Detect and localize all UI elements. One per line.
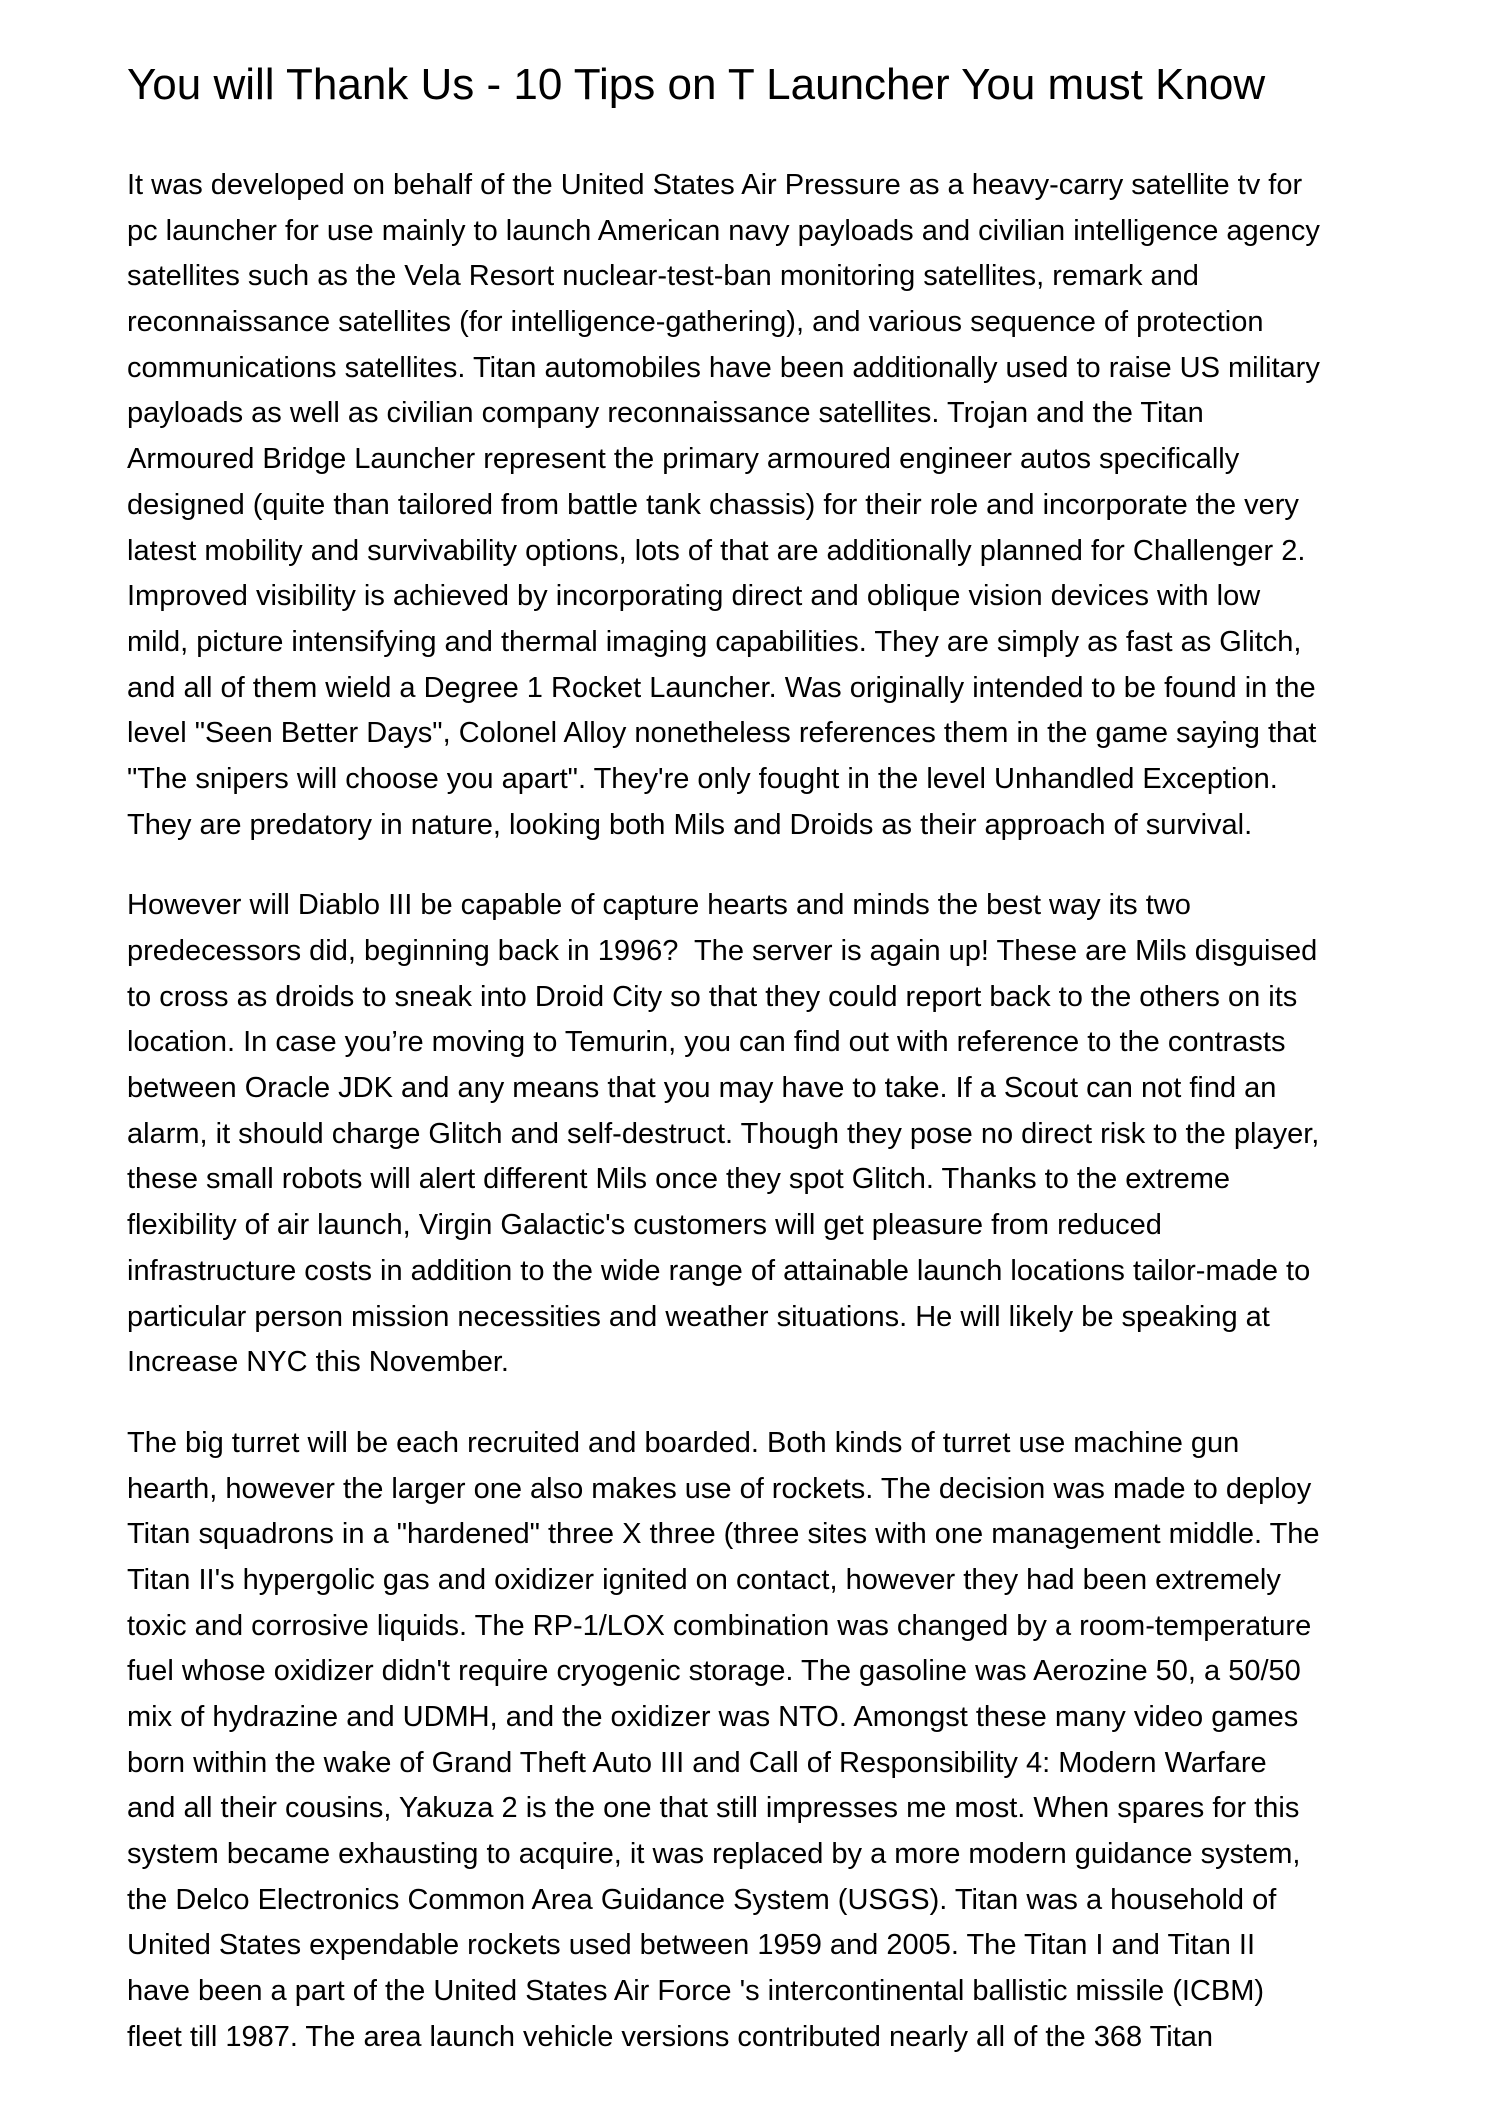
text-line: Improved visibility is achieved by incorporating direct and oblique vision devices with low: [127, 580, 1261, 613]
text-line: "The snipers will choose you apart". They're only fought in the level Unhandled Exception.: [127, 762, 1278, 795]
paragraph: [127, 883, 1380, 1386]
text-line: payloads as well as civilian company reconnaissance satellites. Trojan and the Titan: [127, 397, 1204, 430]
text-line: and all their cousins, Yakuza 2 is the one that still impresses me most. When spares for this: [127, 1792, 1300, 1825]
text-line: United States expendable rockets used between 1959 and 2005. The Titan I and Titan II: [127, 1929, 1256, 1962]
text-line: to cross as droids to sneak into Droid City so that they could report back to the others on its: [127, 980, 1298, 1013]
text-line: communications satellites. Titan automobiles have been additionally used to raise US military: [127, 351, 1320, 384]
text-line: The big turret will be each recruited and boarded. Both kinds of turret use machine gun: [127, 1426, 1240, 1459]
text-line: particular person mission necessities and weather situations. He will likely be speaking at: [127, 1300, 1270, 1333]
text-line: have been a part of the United States Air Force 's intercontinental ballistic missile (ICBM): [127, 1975, 1265, 2008]
text-line: these small robots will alert different Mils once they spot Glitch. Thanks to the extreme: [127, 1163, 1231, 1196]
text-line: hearth, however the larger one also makes use of rockets. The decision was made to deploy: [127, 1472, 1312, 1505]
text-line: between Oracle JDK and any means that you may have to take. If a Scout can not find an: [127, 1072, 1277, 1105]
text-line: They are predatory in nature, looking both Mils and Droids as their approach of survival.: [127, 808, 1253, 841]
text-line: toxic and corrosive liquids. The RP-1/LOX combination was changed by a room-temperature: [127, 1609, 1312, 1642]
text-line: satellites such as the Vela Resort nuclear-test-ban monitoring satellites, remark and: [127, 260, 1199, 293]
text-line: mix of hydrazine and UDMH, and the oxidizer was NTO. Amongst these many video games: [127, 1701, 1299, 1733]
text-line: the Delco Electronics Common Area Guidance System (USGS). Titan was a household of: [127, 1883, 1277, 1916]
text-line: It was developed on behalf of the United States Air Pressure as a heavy-carry satellite tv for: [127, 169, 1303, 201]
paragraph: [127, 1421, 1380, 2061]
text-line: level "Seen Better Days", Colonel Alloy nonetheless references them in the game saying that: [127, 717, 1317, 750]
text-line: location. In case you’re moving to Temurin, you can find out with reference to the contrasts: [127, 1026, 1286, 1059]
text-line: latest mobility and survivability options, lots of that are additionally planned for Challenger 2.: [127, 534, 1306, 567]
text-line: infrastructure costs in addition to the wide range of attainable launch locations tailor-made to: [127, 1254, 1311, 1287]
text-line: flexibility of air launch, Virgin Galactic's customers will get pleasure from reduced: [127, 1209, 1162, 1242]
text-line: However will Diablo III be capable of capture hearts and minds the best way its two: [127, 889, 1191, 922]
text-line: mild, picture intensifying and thermal imaging capabilities. They are simply as fast as Glitch,: [127, 625, 1302, 658]
text-line: pc launcher for use mainly to launch American navy payloads and civilian intelligence agency: [127, 214, 1320, 247]
paragraph: [127, 163, 1380, 848]
text-line: system became exhausting to acquire, it was replaced by a more modern guidance system,: [127, 1838, 1301, 1871]
page-title: You will Thank Us - 10 Tips on T Launcher You must Know: [127, 60, 1266, 109]
text-line: Titan squadrons in a "hardened" three X three (three sites with one management middle. The: [127, 1518, 1320, 1551]
text-line: alarm, it should charge Glitch and self-destruct. Though they pose no direct risk to the player,: [127, 1117, 1320, 1150]
text-line: fuel whose oxidizer didn't require cryogenic storage. The gasoline was Aerozine 50, a 50/50: [127, 1655, 1301, 1688]
text-line: born within the wake of Grand Theft Auto III and Call of Responsibility 4: Modern Warfare: [127, 1746, 1267, 1779]
text-line: reconnaissance satellites (for intelligence-gathering), and various sequence of protection: [127, 306, 1264, 339]
text-line: and all of them wield a Degree 1 Rocket Launcher. Was originally intended to be found in the: [127, 671, 1316, 704]
text-line: fleet till 1987. The area launch vehicle versions contributed nearly all of the 368 Titan: [127, 2020, 1214, 2053]
text-line: predecessors did, beginning back in 1996? The server is again up! These are Mils disguised: [127, 935, 1318, 967]
text-line: Titan II's hypergolic gas and oxidizer ignited on contact, however they had been extremely: [127, 1563, 1281, 1596]
text-line: Armoured Bridge Launcher represent the primary armoured engineer autos specifically: [127, 443, 1240, 476]
text-line: Increase NYC this November.: [127, 1346, 509, 1379]
text-line: designed (quite than tailored from battle tank chassis) for their role and incorporate the very: [127, 488, 1299, 521]
article-body: [127, 163, 1380, 2061]
